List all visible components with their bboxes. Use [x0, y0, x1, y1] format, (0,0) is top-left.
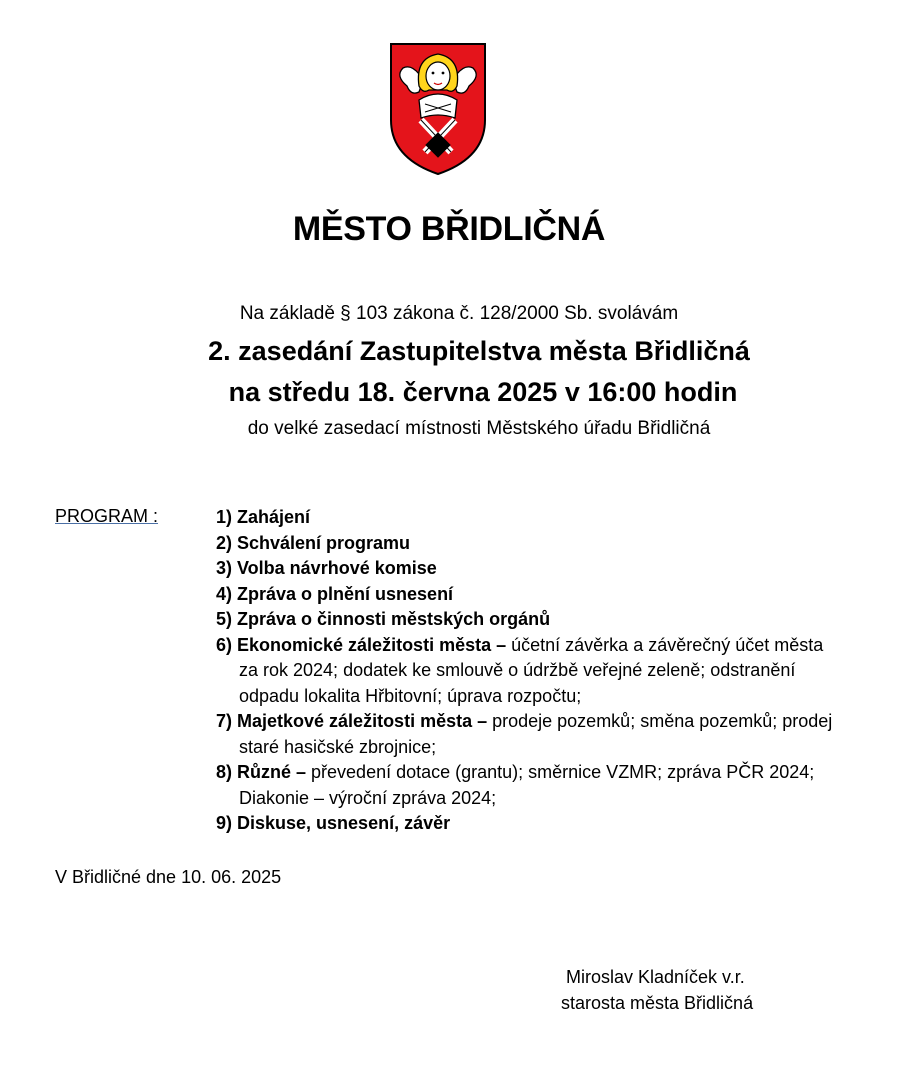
item-detail: prodeje pozemků; směna pozemků; prodej	[492, 711, 833, 731]
list-item	[216, 531, 832, 557]
item-detail: staré hasičské zbrojnice;	[239, 736, 437, 757]
item-detail: účetní závěrka a závěrečný účet města	[511, 634, 824, 655]
session-venue: do velké zasedací místnosti Městského úřadu Břidličná	[247, 418, 711, 439]
item-heading: 5) Zpráva o činnosti městských orgánů	[216, 609, 551, 629]
item-heading: 3) Volba návrhové komise	[216, 558, 437, 578]
item-detail: za rok 2024; dodatek ke smlouvě o údržbě veřejné zeleně; odstranění	[239, 660, 796, 680]
list-item	[216, 556, 832, 582]
item-heading: 9) Diskuse, usnesení, závěr	[216, 813, 451, 833]
session-heading: 2. zasedání Zastupitelstva města Břidličná	[208, 336, 750, 366]
list-item	[216, 760, 832, 811]
page-title: MĚSTO BŘIDLIČNÁ	[292, 210, 606, 248]
list-item	[216, 607, 832, 633]
item-heading: 2) Schválení programu	[216, 532, 411, 553]
list-item	[216, 811, 832, 837]
item-heading: 1) Zahájení	[216, 507, 311, 527]
item-heading: 4) Zpráva o plnění usnesení	[216, 583, 454, 604]
session-datetime: na středu 18. června 2025 v 16:00 hodin	[228, 377, 738, 407]
program-list	[216, 505, 832, 837]
item-detail: převedení dotace (grantu); směrnice VZMR; zpráva PČR 2024;	[311, 762, 815, 782]
place-and-date: V Břidličné dne 10. 06. 2025	[55, 867, 282, 887]
item-detail: Diakonie – výroční zpráva 2024;	[239, 787, 497, 808]
coat-of-arms-icon	[389, 42, 487, 176]
item-heading: 6) Ekonomické záležitosti města –	[216, 634, 512, 655]
list-item	[216, 633, 832, 710]
item-heading: 8) Různé –	[216, 762, 312, 782]
signatory-name: Miroslav Kladníček v.r.	[566, 967, 745, 987]
list-item	[216, 582, 832, 608]
item-heading: 7) Majetkové záležitosti města –	[216, 711, 493, 731]
item-detail: odpadu lokalita Hřbitovní; úprava rozpočtu;	[239, 685, 582, 706]
signatory-role: starosta města Břidličná	[561, 993, 754, 1013]
list-item	[216, 709, 832, 760]
list-item	[216, 505, 832, 531]
program-label: PROGRAM :	[55, 506, 159, 526]
legal-basis-text: Na základě § 103 zákona č. 128/2000 Sb. svolávám	[239, 303, 679, 324]
